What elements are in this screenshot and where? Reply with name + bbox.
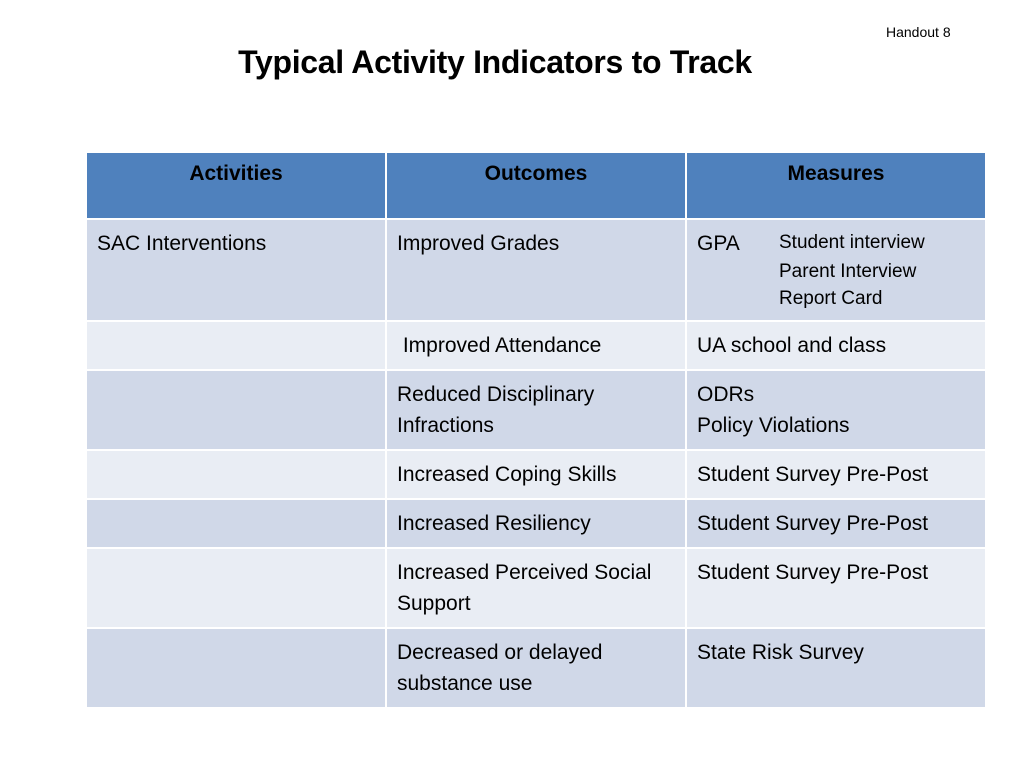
measure-gpa: GPA (697, 232, 740, 255)
activity-cell (86, 548, 386, 628)
measure-cell: UA school and class (686, 321, 986, 370)
table-row (86, 499, 986, 548)
table-row (86, 548, 986, 628)
measure-policy-violations: Policy Violations (697, 414, 850, 437)
measure-cell: Student Survey Pre-Post (686, 450, 986, 499)
table-row (86, 370, 986, 450)
outcome-cell: Increased Resiliency (386, 499, 686, 548)
handout-label: Handout 8 (886, 24, 951, 40)
header-outcomes: Outcomes (386, 152, 686, 219)
outcome-cell: Improved Attendance (386, 321, 686, 370)
table-row (86, 450, 986, 499)
page-title: Typical Activity Indicators to Track (238, 44, 752, 80)
outcome-cell: Increased Coping Skills (386, 450, 686, 499)
measure-cell: State Risk Survey (686, 628, 986, 708)
table-header-row (86, 152, 986, 219)
outcome-cell: Increased Perceived Social Support (386, 548, 686, 628)
activity-cell (86, 628, 386, 708)
measure-student-interview: Student interview (779, 232, 925, 253)
outcome-cell: Reduced Disciplinary Infractions (386, 370, 686, 450)
table-row (86, 219, 986, 321)
activity-cell (86, 499, 386, 548)
activity-cell (86, 370, 386, 450)
measure-cell: Student Survey Pre-Post (686, 499, 986, 548)
table-row (86, 321, 986, 370)
activity-cell: SAC Interventions (86, 219, 386, 321)
indicators-table (85, 151, 987, 709)
outcome-cell: Improved Grades (386, 219, 686, 321)
measure-parent-interview: Parent Interview (779, 261, 917, 282)
measure-cell (686, 219, 986, 321)
measure-cell: Student Survey Pre-Post (686, 548, 986, 628)
header-measures: Measures (686, 152, 986, 219)
outcome-cell: Decreased or delayed substance use (386, 628, 686, 708)
table-row (86, 628, 986, 708)
activity-cell (86, 321, 386, 370)
header-activities: Activities (86, 152, 386, 219)
measure-odrs: ODRs (697, 383, 755, 406)
measure-cell (686, 370, 986, 450)
measure-report-card: Report Card (779, 288, 883, 309)
activity-cell (86, 450, 386, 499)
